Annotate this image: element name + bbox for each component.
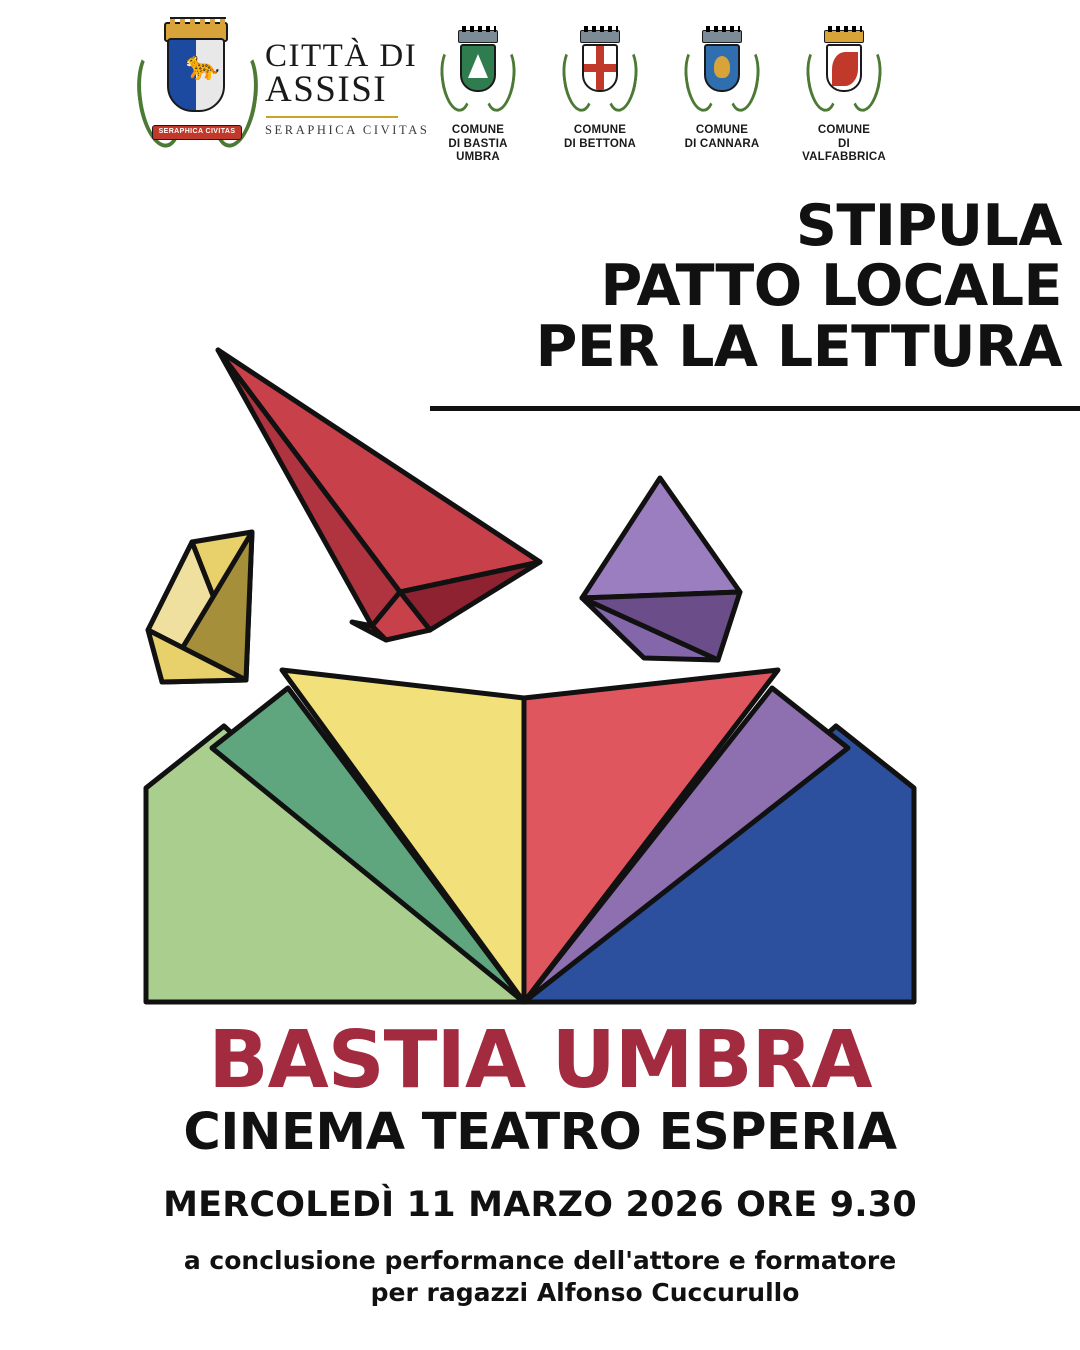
headline-line-2: PATTO LOCALE [600, 253, 1062, 320]
assisi-subtitle: SERAPHICA CIVITAS [265, 122, 430, 137]
assisi-line2: ASSISI [265, 69, 388, 111]
comune-label-line1: COMUNE [451, 124, 505, 136]
comune-label-line1: COMUNE [817, 124, 871, 136]
crown-icon [824, 30, 864, 43]
city-title: BASTIA UMBRA [208, 1014, 872, 1106]
shield-icon [582, 44, 618, 92]
comune-label-line2: DI BASTIA UMBRA [448, 137, 508, 164]
open-book-with-paper-planes-illustration [100, 330, 960, 1030]
comune-label-line2: DI BETTONA [563, 137, 637, 150]
valfabbrica-coat-of-arms-icon [807, 30, 881, 118]
headline-line-1: STIPULA [795, 193, 1062, 259]
comune-cannara [674, 30, 770, 165]
shield-icon [167, 38, 225, 112]
citta-di-assisi-logo [140, 22, 429, 162]
comune-valfabbrica [796, 30, 892, 165]
footer [0, 1014, 1080, 1309]
event-datetime: MERCOLEDÌ 11 MARZO 2026 ORE 9.30 [163, 1184, 917, 1225]
logo-row [0, 14, 1080, 184]
headline-line-3: PER LA LETTURA [535, 313, 1062, 380]
shield-icon [826, 44, 862, 92]
assisi-coat-of-arms-icon [140, 22, 255, 162]
event-note-line1: a conclusione performance dell'attore e formatore [183, 1245, 897, 1275]
assisi-line1: CITTÀ DI [265, 38, 418, 74]
venue-title: CINEMA TEATRO ESPERIA [183, 1102, 897, 1162]
lion-icon: 🐆 [185, 50, 220, 81]
bettona-coat-of-arms-icon [563, 30, 637, 118]
comuni-logos [430, 30, 892, 165]
event-note [0, 1245, 1080, 1309]
shield-icon [460, 44, 496, 92]
comune-label-line2: DI VALFABBRICA [802, 137, 886, 164]
event-note-line2: per ragazzi Alfonso Cuccurullo [370, 1277, 800, 1307]
assisi-wordmark [265, 22, 429, 138]
comune-label-line1: COMUNE [573, 124, 627, 136]
comune-bettona [552, 30, 648, 165]
comune-label-line1: COMUNE [695, 124, 749, 136]
shield-icon [704, 44, 740, 92]
crown-icon [702, 30, 742, 43]
comune-bastia-umbra [430, 30, 526, 165]
cannara-coat-of-arms-icon [685, 30, 759, 118]
comune-label-line2: DI CANNARA [684, 137, 760, 150]
bastia-umbra-coat-of-arms-icon [441, 30, 515, 118]
crown-icon [458, 30, 498, 43]
ribbon-label: SERAPHICA CIVITAS [152, 125, 242, 140]
divider [266, 116, 398, 118]
crown-icon [580, 30, 620, 43]
